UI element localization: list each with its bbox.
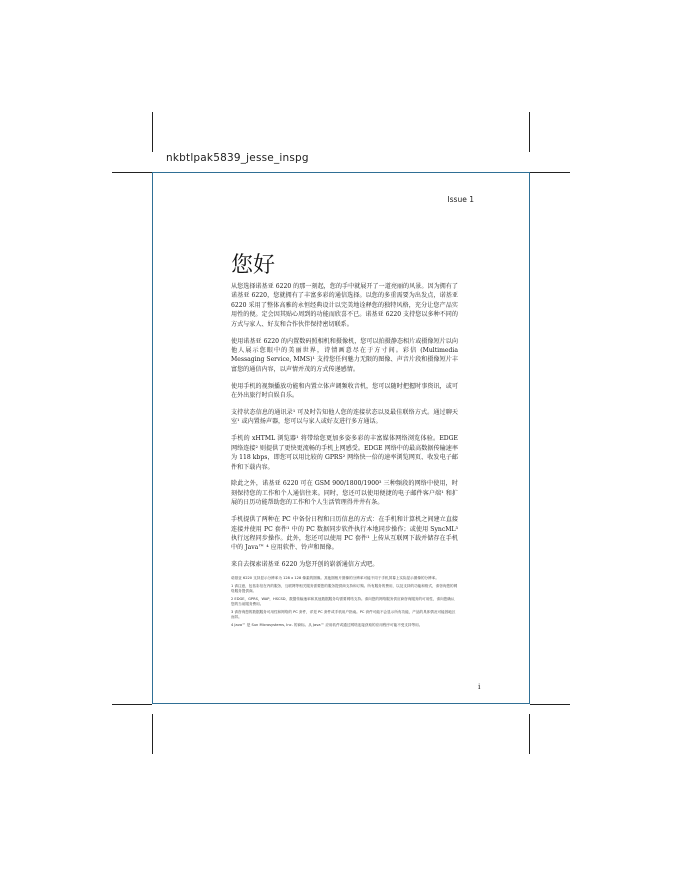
footnote: 3 请咨询您的数据服务可用性和网络的 PC 套件，详见 PC 套件或手机用户指南。PC 套件可能不会显示所有功能，产品的具体情况可能因地区而异。 bbox=[231, 609, 456, 619]
page-number: i bbox=[478, 682, 481, 691]
footnotes bbox=[231, 576, 458, 631]
paragraph: 使用诺基亚 6220 的内置数码照相机和摄像机，您可以拍摄静态相片或摄像短片以向他人展示您眼中的美丽世界，诗情画意尽在于方寸间。彩信 (Multimedia Messaging Service, MMS)¹ 支持您任何魅力无限的图像、声音片段和摄像短片丰富您的通信内容，以声情并茂的方式传递感情。 bbox=[231, 337, 458, 373]
paragraph: 使用手机的视频播放功能和内置立体声调频收音机，您可以随时把握时事资讯，或可在外出旅行时自娱自乐。 bbox=[231, 382, 458, 400]
crop-mark bbox=[152, 714, 153, 754]
footnote: 诺基亚 6220 支持显示分辨率为 128 x 128 像素的图像。其他图相片图像的分辨率可能不同于手机屏幕上实际显示图像的分辨率。 bbox=[231, 576, 439, 580]
paragraph: 从您选择诺基亚 6220 的那一刻起，您的手中就展开了一道亮丽的风景。因为拥有了诺基亚 6220，您就拥有了丰富多彩的通信选择。以您的多重需要为出发点，诺基亚 6220 采用了整体高雅的永恒经典设计以完美地诠释您的独特风格，充分让您产品实用性的便。定会因其贴心周到的功能而欣喜不已。诺基亚 6220 支持您以多种不同的方式与家人、好友和合作伙伴保持密切联系。 bbox=[231, 283, 458, 328]
footnote: 4 Java™ 是 Sun Microsystems, Inc. 的商标。从 Java™ 应用软件或通过网络连接获取的应用程序可能不受支持等用。 bbox=[231, 622, 423, 627]
paragraph: 来自去探索诺基亚 6220 为您开创的崭新通信方式吧。 bbox=[231, 561, 379, 569]
paragraph: 手机提供了两种在 PC 中备份日程和日历信息的方式：在手机和计算机之间建立直接连接并使用 PC 套件¹ 中的 PC 数据同步软件执行本地同步操作；或使用 SyncML³ 执行远程同步操作。此外，您还可以使用 PC 套件¹ 上传从互联网下载并储存在手机中的 Java™ ⁴ 应用软件、铃声和图像。 bbox=[231, 516, 458, 552]
crop-mark bbox=[112, 704, 152, 705]
crop-mark bbox=[530, 172, 570, 173]
body-text bbox=[231, 282, 458, 577]
issue-label: Issue 1 bbox=[447, 195, 474, 204]
footnote: 2 EDGE，GPRS，WAP，HSCSD，数据传输速率和其他数据服务均需要网络支持。请向您的网络服务供应商咨询服务的可用性，请向您确认您的当前服务费用。 bbox=[231, 596, 455, 606]
crop-mark bbox=[530, 704, 570, 705]
crop-mark bbox=[529, 112, 530, 152]
footnote: 1 请注意，包括彩信在内的服务，互联网等相关服务需要您的服务提供商支持和订购。所有服务的费用，以及支持的功能和格式，请咨询您的网络服务提供商。 bbox=[231, 583, 458, 593]
paragraph: 手机的 xHTML 浏览器¹ 将带给您更加多姿多彩的丰富媒体网络浏览体验。EDGE 网络连接² 则提供了更快更流畅的手机上网感受。EDGE 网络中的最高数据传输速率为 118 kbps，即您可以用比较的 GPRS² 网络快一倍的速率浏览网页、收发电子邮件和下载内容。 bbox=[231, 435, 458, 471]
paragraph: 除此之外，诺基亚 6220 可在 GSM 900/1800/1900³ 三种频段的网络中使用，时刻保持您的工作和个人通信往来。同时，您还可以使用便捷的电子邮件客户端¹ 和扩展的日历功能帮助您的工作和个人生活管理得井井有条。 bbox=[231, 480, 458, 507]
paragraph: 支持状态信息的通讯录¹ 可及时告知他人您的连接状态以及最佳联络方式。通过聊天室¹ 或内置扬声器，您可以与家人或好友进行多方通话。 bbox=[231, 408, 458, 426]
crop-mark bbox=[529, 714, 530, 754]
crop-mark bbox=[152, 112, 153, 152]
page-title: 您好 bbox=[231, 253, 276, 278]
print-slug: nkbtlpak5839_jesse_inspg bbox=[166, 152, 309, 164]
crop-mark bbox=[112, 172, 152, 173]
